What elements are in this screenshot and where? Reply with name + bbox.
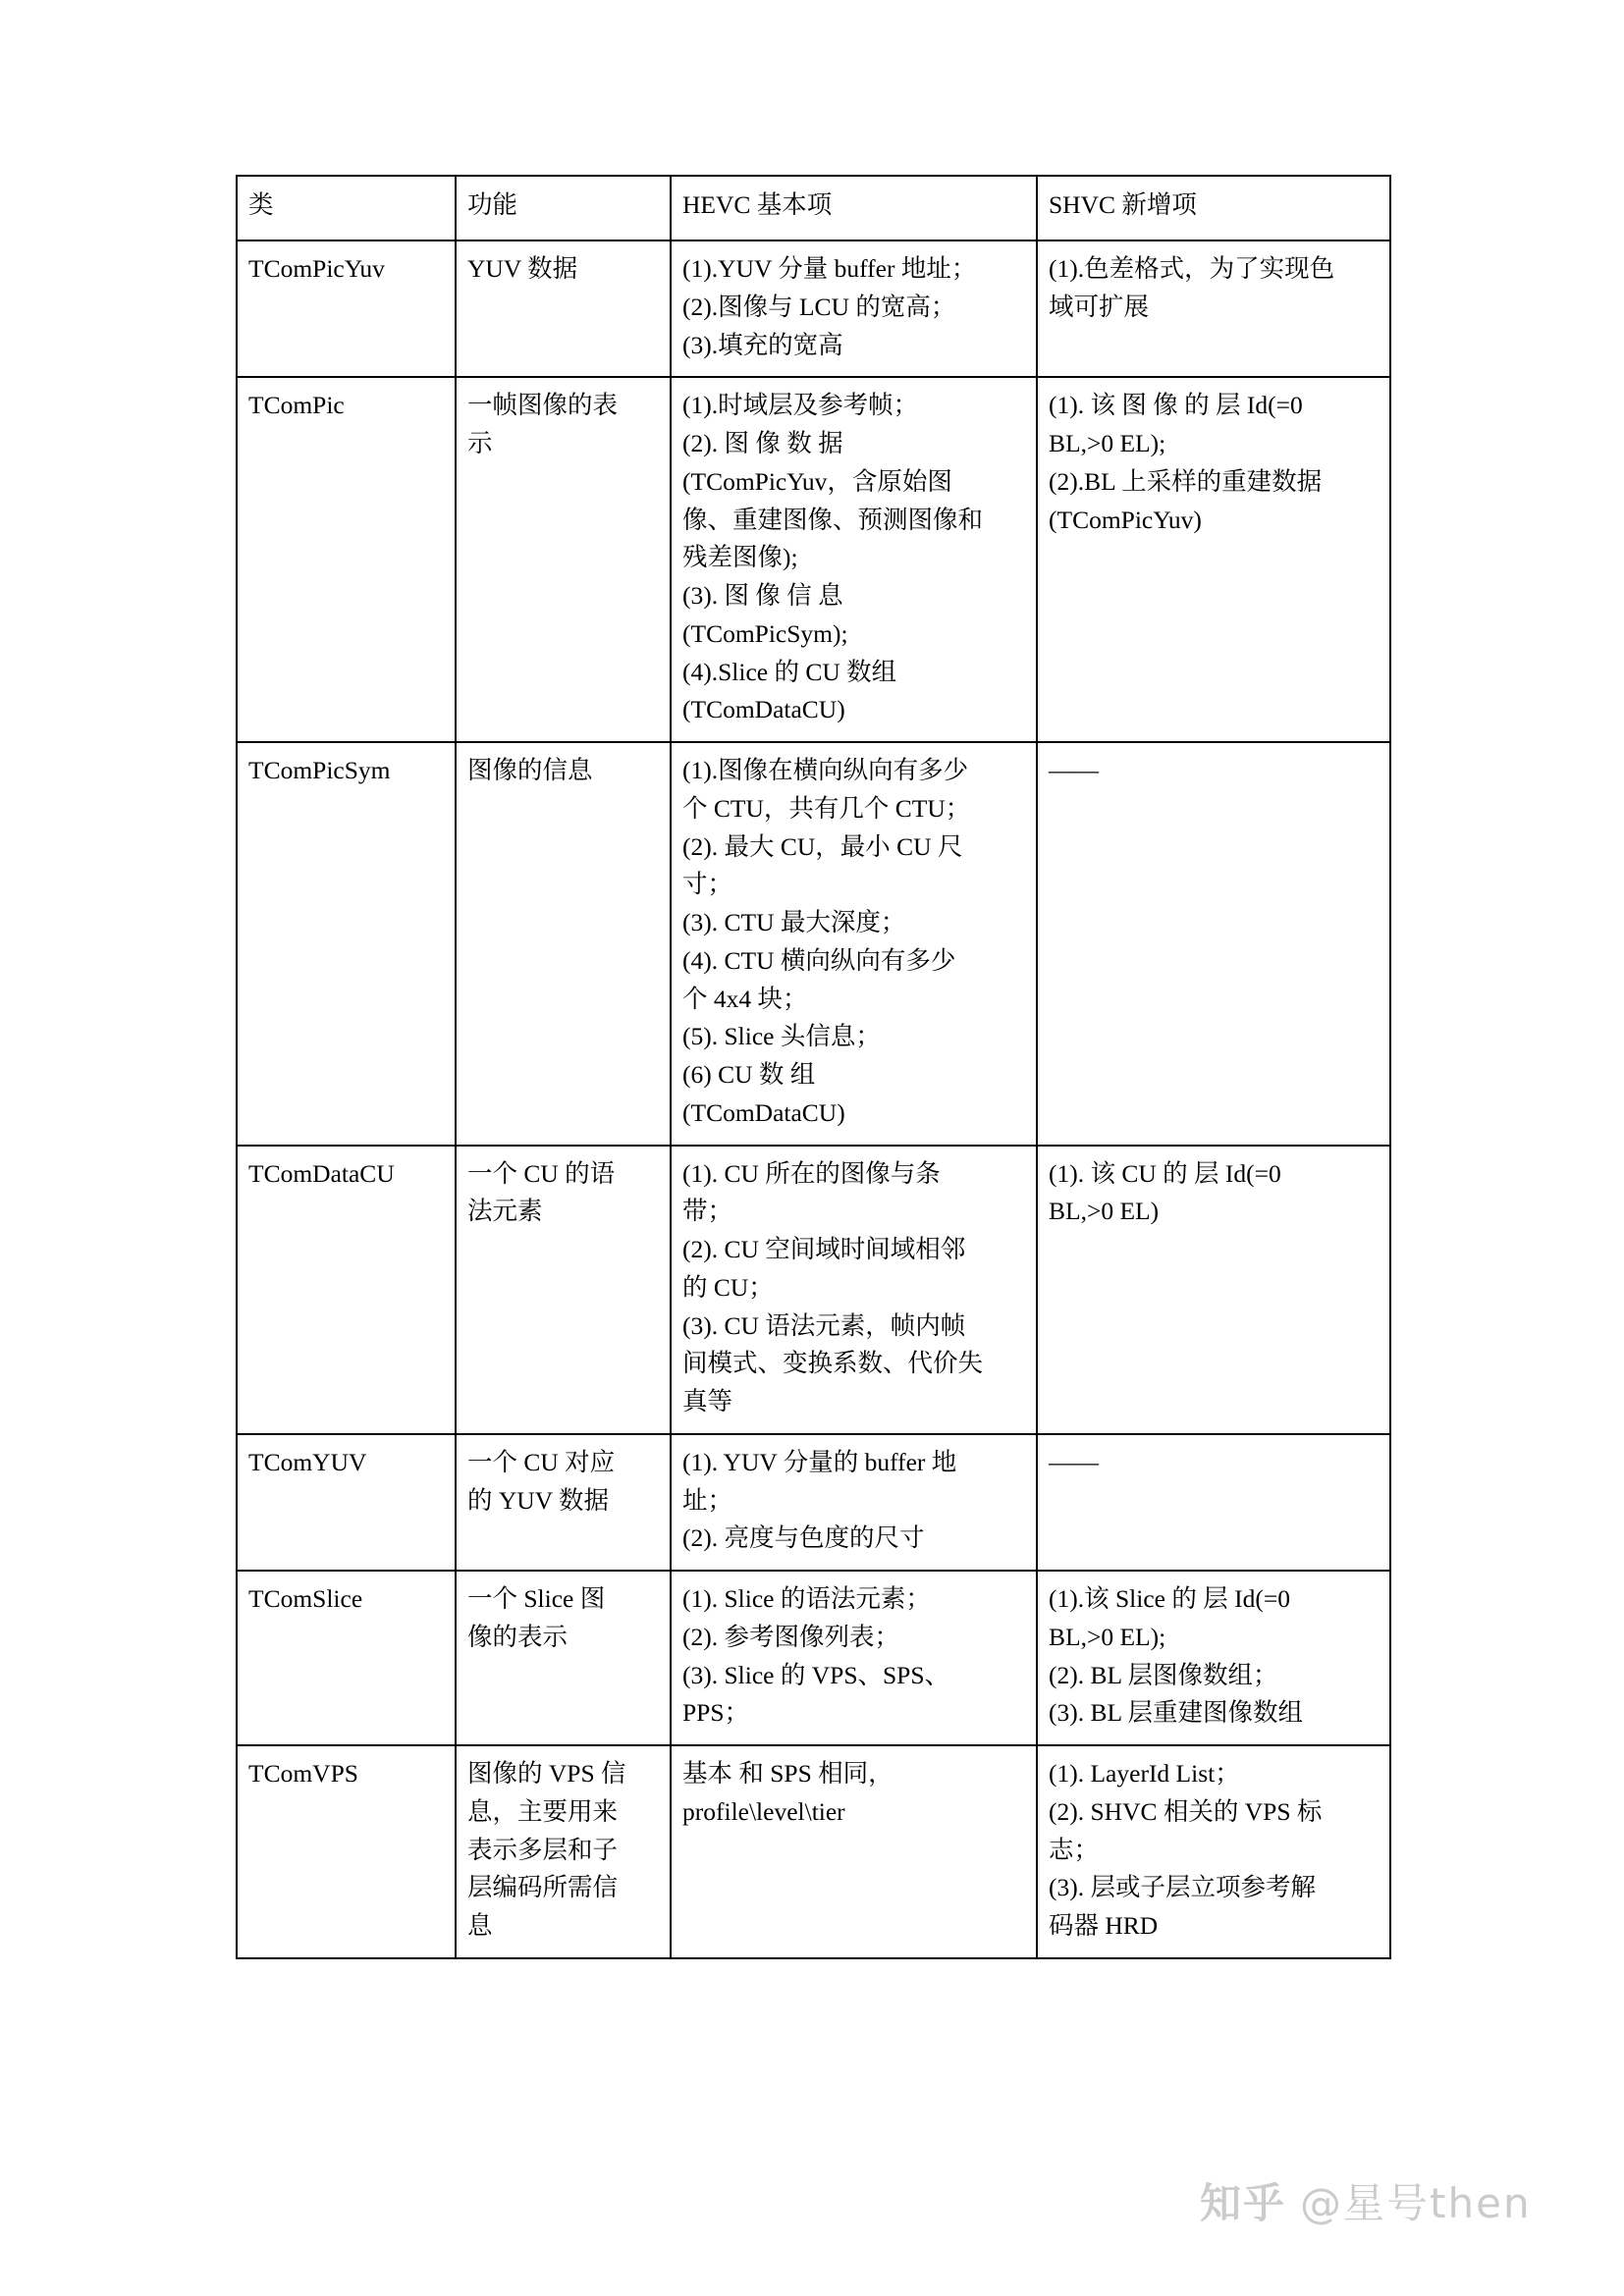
cell-shvc-items	[1037, 742, 1390, 1146]
text-line: 真等	[682, 1387, 733, 1415]
cell-hevc-items-content	[682, 387, 1027, 729]
cell-shvc-items-content	[1049, 387, 1380, 539]
column-header-function: 功能	[456, 176, 671, 240]
text-line: (1).色差格式，为了实现色	[1049, 254, 1335, 283]
cell-shvc-items-content	[1049, 250, 1380, 327]
text-line: (2). 图 像 数 据	[682, 429, 843, 457]
text-line: 址；	[682, 1485, 733, 1515]
cell-hevc-items-content	[682, 1155, 1027, 1421]
text-line: (1). 该 图 像 的 层 Id(=0	[1049, 391, 1303, 420]
cell-class-name	[237, 1571, 456, 1745]
table-row	[237, 1146, 1390, 1434]
text-line: (4).Slice 的 CU 数组	[682, 657, 897, 686]
cell-function	[456, 1571, 671, 1745]
cell-function	[456, 1434, 671, 1571]
text-line: (3).填充的宽高	[682, 330, 843, 359]
cell-function	[456, 742, 671, 1146]
text-line: 码器 HRD	[1049, 1911, 1159, 1940]
cell-function-content	[467, 387, 661, 463]
text-line: 一帧图像的表	[467, 391, 619, 420]
watermark-username: @星号then	[1300, 2179, 1532, 2227]
text-line: (6) CU 数 组	[682, 1060, 816, 1089]
text-line: (3). CU 语法元素，帧内帧	[682, 1310, 966, 1340]
cell-shvc-items-content	[1049, 1155, 1380, 1232]
text-line: (4). CTU 横向纵向有多少	[682, 945, 956, 975]
class-name-text: TComVPS	[248, 1759, 358, 1788]
text-line: BL,>0 EL)	[1049, 1197, 1160, 1226]
text-line: (1). CU 所在的图像与条	[682, 1158, 941, 1188]
table-row	[237, 1434, 1390, 1571]
cell-shvc-items	[1037, 240, 1390, 377]
text-line: profile\level\tier	[682, 1796, 845, 1826]
text-line: BL,>0 EL);	[1049, 1622, 1166, 1651]
text-line: 一个 CU 对应	[467, 1447, 616, 1476]
text-line: (2).图像与 LCU 的宽高；	[682, 292, 956, 321]
text-line: 示	[467, 429, 493, 457]
class-name-text: TComSlice	[248, 1584, 363, 1613]
cell-function-content	[467, 250, 661, 289]
text-line: (3). Slice 的 VPS、SPS、	[682, 1660, 950, 1689]
text-line: (TComPicYuv)	[1049, 505, 1202, 534]
text-line: 一个 CU 的语	[467, 1158, 616, 1188]
text-line: 域可扩展	[1049, 292, 1150, 321]
text-line: (1).图像在横向纵向有多少	[682, 756, 969, 784]
class-name-text: TComYUV	[248, 1447, 367, 1476]
text-line: 带；	[682, 1197, 733, 1226]
text-line: (TComPicSym);	[682, 618, 848, 648]
text-line: (1).YUV 分量 buffer 地址；	[682, 254, 977, 283]
cell-hevc-items	[671, 1146, 1037, 1434]
cell-hevc-items-content	[682, 1580, 1027, 1733]
cell-hevc-items	[671, 377, 1037, 742]
text-line: (1). Slice 的语法元素；	[682, 1584, 931, 1613]
text-line: (1).时域层及参考帧；	[682, 391, 919, 420]
watermark	[1200, 2171, 1532, 2230]
cell-shvc-items	[1037, 1146, 1390, 1434]
cell-class-name	[237, 240, 456, 377]
cell-function	[456, 1146, 671, 1434]
text-line: (2). SHVC 相关的 VPS 标	[1049, 1796, 1323, 1826]
cell-shvc-items-content	[1049, 752, 1380, 790]
text-line: ——	[1049, 756, 1099, 784]
table-row	[237, 1745, 1390, 1958]
text-line: 图像的 VPS 信	[467, 1759, 626, 1788]
cell-function	[456, 240, 671, 377]
text-line: 间模式、变换系数、代价失	[682, 1349, 984, 1378]
text-line: (2). 最大 CU，最小 CU 尺	[682, 831, 963, 861]
cell-function-content	[467, 1580, 661, 1657]
text-line: (3). 层或子层立项参考解	[1049, 1873, 1316, 1902]
cell-hevc-items-content	[682, 250, 1027, 364]
cell-shvc-items-content	[1049, 1444, 1380, 1482]
text-line: 的 YUV 数据	[467, 1485, 610, 1515]
cell-shvc-items	[1037, 1571, 1390, 1745]
text-line: (TComDataCU)	[682, 1097, 845, 1127]
column-header-hevc: HEVC 基本项	[671, 176, 1037, 240]
text-line: 个 4x4 块；	[682, 984, 808, 1013]
class-name-text: TComDataCU	[248, 1158, 395, 1188]
text-line: (5). Slice 头信息；	[682, 1022, 881, 1051]
hevc-shvc-class-table	[236, 175, 1391, 1959]
text-line: (2). CU 空间域时间域相邻	[682, 1235, 966, 1263]
cell-shvc-items	[1037, 377, 1390, 742]
text-line: 基本 和 SPS 相同，	[682, 1759, 893, 1788]
column-header-class: 类	[237, 176, 456, 240]
text-line: (TComDataCU)	[682, 695, 845, 724]
table-body	[237, 240, 1390, 1958]
cell-hevc-items	[671, 742, 1037, 1146]
text-line: (1). 该 CU 的 层 Id(=0	[1049, 1158, 1281, 1188]
text-line: (2). 参考图像列表；	[682, 1622, 899, 1651]
text-line: YUV 数据	[467, 254, 578, 283]
text-line: 志；	[1049, 1835, 1100, 1864]
text-line: 法元素	[467, 1197, 543, 1226]
cell-function	[456, 1745, 671, 1958]
text-line: 个 CTU，共有几个 CTU；	[682, 793, 971, 823]
text-line: (3). 图 像 信 息	[682, 581, 843, 610]
class-name-text: TComPicYuv	[248, 254, 385, 283]
cell-class-name	[237, 1434, 456, 1571]
text-line: 层编码所需信	[467, 1873, 619, 1902]
table-header-row	[237, 176, 1390, 240]
cell-hevc-items-content	[682, 1444, 1027, 1558]
text-line: 像、重建图像、预测图像和	[682, 505, 984, 534]
cell-class-name	[237, 1745, 456, 1958]
text-line: (2).BL 上采样的重建数据	[1049, 466, 1323, 496]
text-line: (2). 亮度与色度的尺寸	[682, 1523, 925, 1553]
cell-hevc-items	[671, 240, 1037, 377]
cell-function-content	[467, 1444, 661, 1521]
text-line: (2). BL 层图像数组；	[1049, 1660, 1278, 1689]
text-line: 表示多层和子	[467, 1835, 619, 1864]
text-line: 像的表示	[467, 1622, 568, 1651]
cell-hevc-items-content	[682, 1755, 1027, 1832]
cell-class-name	[237, 377, 456, 742]
text-line: (1).该 Slice 的 层 Id(=0	[1049, 1584, 1290, 1613]
text-line: PPS；	[682, 1698, 750, 1728]
text-line: 寸；	[682, 870, 733, 899]
class-name-text: TComPic	[248, 391, 345, 420]
text-line: (3). BL 层重建图像数组	[1049, 1698, 1303, 1728]
text-line: 息	[467, 1911, 493, 1940]
text-line: 的 CU；	[682, 1272, 774, 1302]
cell-shvc-items-content	[1049, 1580, 1380, 1733]
text-line: (1). LayerId List；	[1049, 1759, 1240, 1788]
cell-shvc-items-content	[1049, 1755, 1380, 1946]
cell-function-content	[467, 1755, 661, 1946]
cell-function	[456, 377, 671, 742]
table-row	[237, 377, 1390, 742]
text-line: ——	[1049, 1447, 1099, 1476]
text-line: (TComPicYuv，含原始图	[682, 466, 952, 496]
column-header-shvc: SHVC 新增项	[1037, 176, 1390, 240]
text-line: 一个 Slice 图	[467, 1584, 606, 1613]
table-row	[237, 742, 1390, 1146]
table-row	[237, 1571, 1390, 1745]
cell-hevc-items	[671, 1571, 1037, 1745]
text-line: (3). CTU 最大深度；	[682, 908, 906, 936]
table-row	[237, 240, 1390, 377]
cell-shvc-items	[1037, 1745, 1390, 1958]
text-line: 图像的信息	[467, 756, 593, 784]
cell-hevc-items	[671, 1745, 1037, 1958]
cell-shvc-items	[1037, 1434, 1390, 1571]
text-line: 息，主要用来	[467, 1796, 619, 1826]
text-line: (1). YUV 分量的 buffer 地	[682, 1447, 957, 1476]
watermark-logo: 知乎	[1200, 2179, 1287, 2227]
class-name-text: TComPicSym	[248, 756, 391, 784]
text-line: 残差图像);	[682, 543, 798, 572]
cell-class-name	[237, 1146, 456, 1434]
cell-function-content	[467, 752, 661, 790]
cell-class-name	[237, 742, 456, 1146]
text-line: BL,>0 EL);	[1049, 429, 1166, 457]
cell-hevc-items	[671, 1434, 1037, 1571]
cell-hevc-items-content	[682, 752, 1027, 1133]
cell-function-content	[467, 1155, 661, 1232]
